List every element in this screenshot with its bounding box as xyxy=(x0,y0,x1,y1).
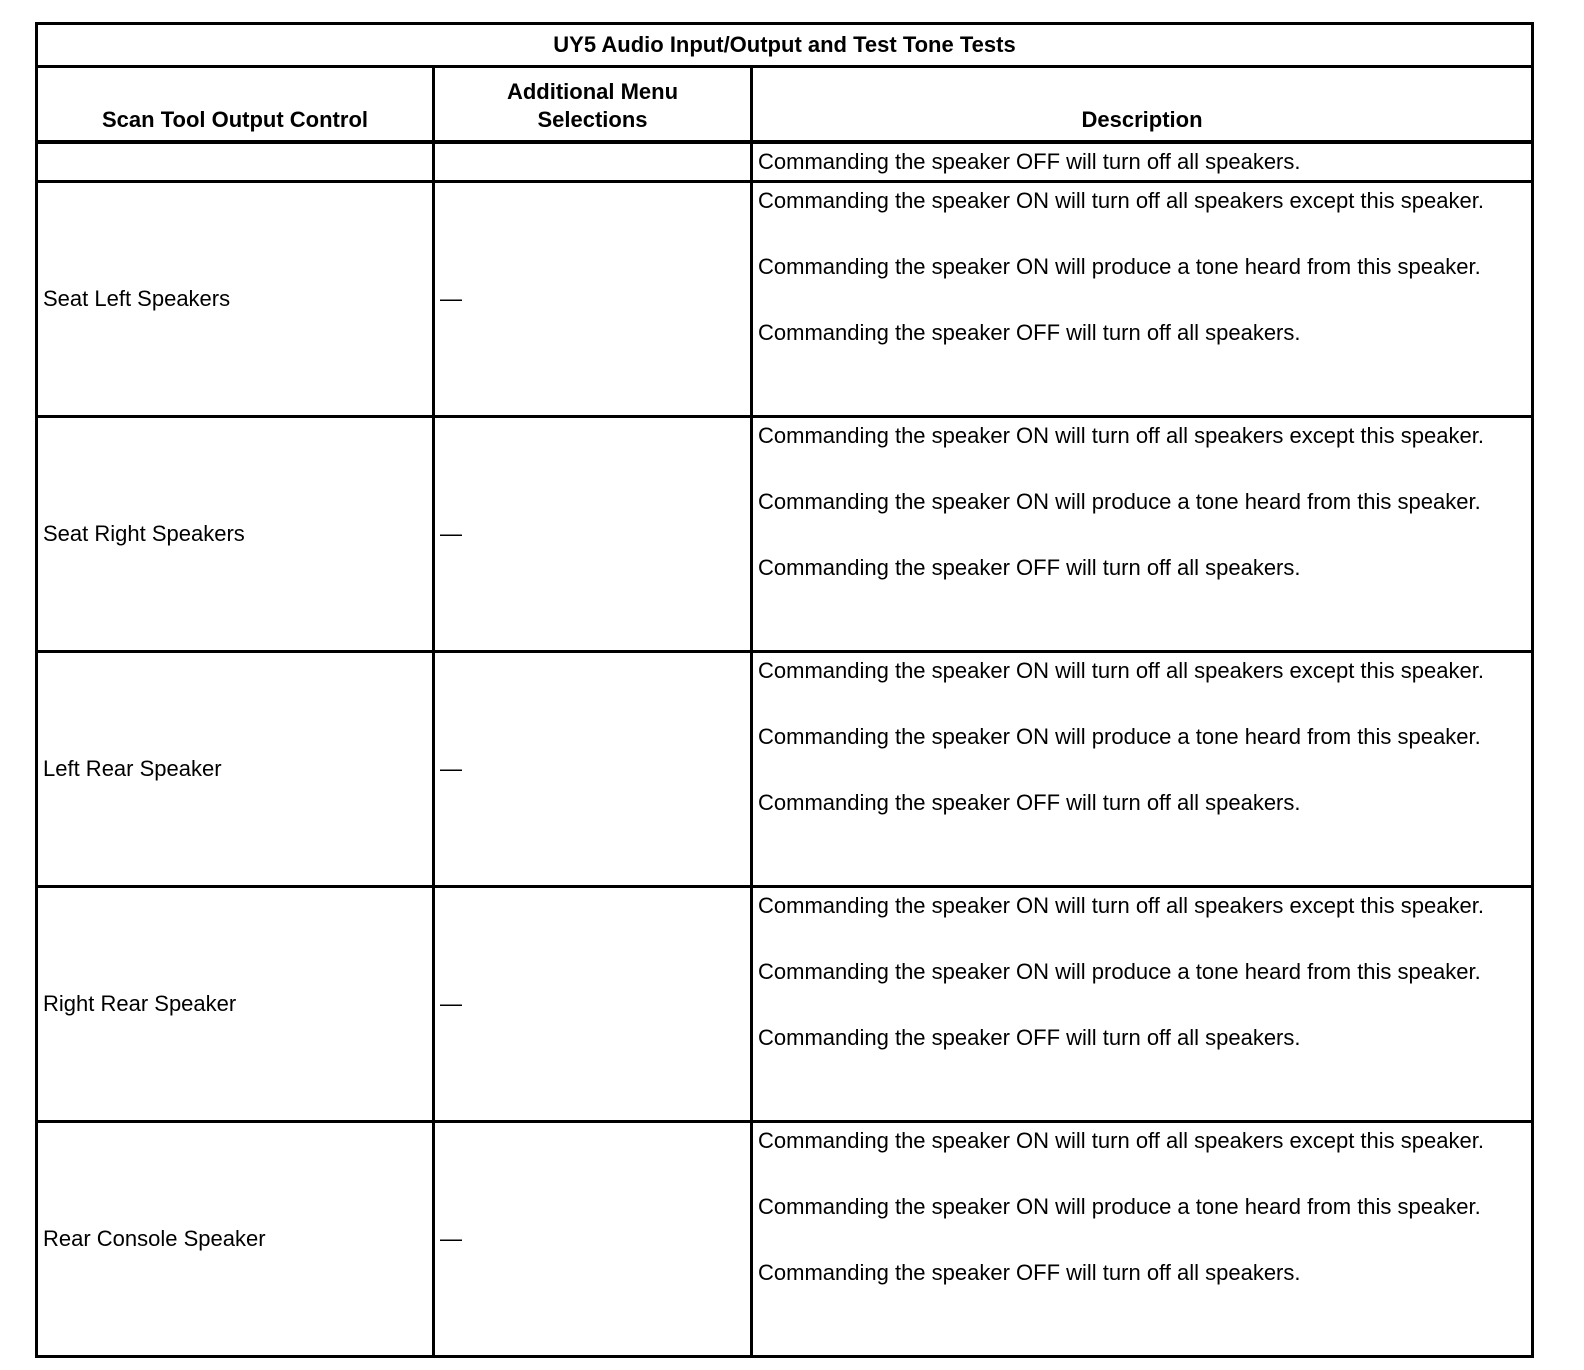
header-description: Description xyxy=(752,67,1533,143)
description-line: Commanding the speaker OFF will turn off all speakers. xyxy=(758,1260,1301,1285)
menu-cell: — xyxy=(434,887,752,1122)
description-line: Commanding the speaker ON will produce a tone heard from this speaker. xyxy=(758,1194,1481,1219)
table-row xyxy=(37,417,1533,652)
control-cell: Left Rear Speaker xyxy=(37,652,434,887)
description-cell xyxy=(752,182,1533,417)
control-cell: Right Rear Speaker xyxy=(37,887,434,1122)
menu-cell xyxy=(434,142,752,182)
description-line: Commanding the speaker ON will turn off all speakers except this speaker. xyxy=(758,188,1484,213)
description-line: Commanding the speaker OFF will turn off all speakers. xyxy=(758,555,1301,580)
header-scan-tool-output-control: Scan Tool Output Control xyxy=(37,67,434,143)
control-cell xyxy=(37,142,434,182)
menu-cell: — xyxy=(434,182,752,417)
table-header-row xyxy=(37,67,1533,143)
table-row xyxy=(37,652,1533,887)
description-cell xyxy=(752,887,1533,1122)
description-line: Commanding the speaker ON will turn off all speakers except this speaker. xyxy=(758,658,1484,683)
header-menu-line1: Additional Menu xyxy=(506,79,679,104)
header-additional-menu-selections xyxy=(434,67,752,143)
menu-cell: — xyxy=(434,652,752,887)
table-row xyxy=(37,142,1533,182)
description-cell xyxy=(752,652,1533,887)
table-row xyxy=(37,1122,1533,1357)
description-line: Commanding the speaker ON will turn off all speakers except this speaker. xyxy=(758,1128,1484,1153)
header-menu-line2: Selections xyxy=(537,107,648,132)
description-line: Commanding the speaker OFF will turn off all speakers. xyxy=(758,790,1301,815)
menu-cell: — xyxy=(434,417,752,652)
description-line: Commanding the speaker OFF will turn off all speakers. xyxy=(758,320,1301,345)
description-line: Commanding the speaker ON will turn off all speakers except this speaker. xyxy=(758,893,1484,918)
description-line: Commanding the speaker ON will produce a tone heard from this speaker. xyxy=(758,489,1481,514)
menu-cell: — xyxy=(434,1122,752,1357)
control-cell: Seat Right Speakers xyxy=(37,417,434,652)
description-cell: Commanding the speaker OFF will turn off all speakers. xyxy=(752,142,1533,182)
table-title-row xyxy=(37,24,1533,67)
description-line: Commanding the speaker ON will turn off all speakers except this speaker. xyxy=(758,423,1484,448)
table-row xyxy=(37,887,1533,1122)
control-cell: Seat Left Speakers xyxy=(37,182,434,417)
description-cell xyxy=(752,1122,1533,1357)
table-title: UY5 Audio Input/Output and Test Tone Tests xyxy=(37,24,1533,67)
description-line: Commanding the speaker ON will produce a tone heard from this speaker. xyxy=(758,959,1481,984)
description-line: Commanding the speaker OFF will turn off all speakers. xyxy=(758,1025,1301,1050)
audio-test-table xyxy=(35,22,1534,1358)
description-line: Commanding the speaker ON will produce a tone heard from this speaker. xyxy=(758,254,1481,279)
table-row xyxy=(37,182,1533,417)
control-cell: Rear Console Speaker xyxy=(37,1122,434,1357)
description-cell xyxy=(752,417,1533,652)
description-line: Commanding the speaker ON will produce a tone heard from this speaker. xyxy=(758,724,1481,749)
